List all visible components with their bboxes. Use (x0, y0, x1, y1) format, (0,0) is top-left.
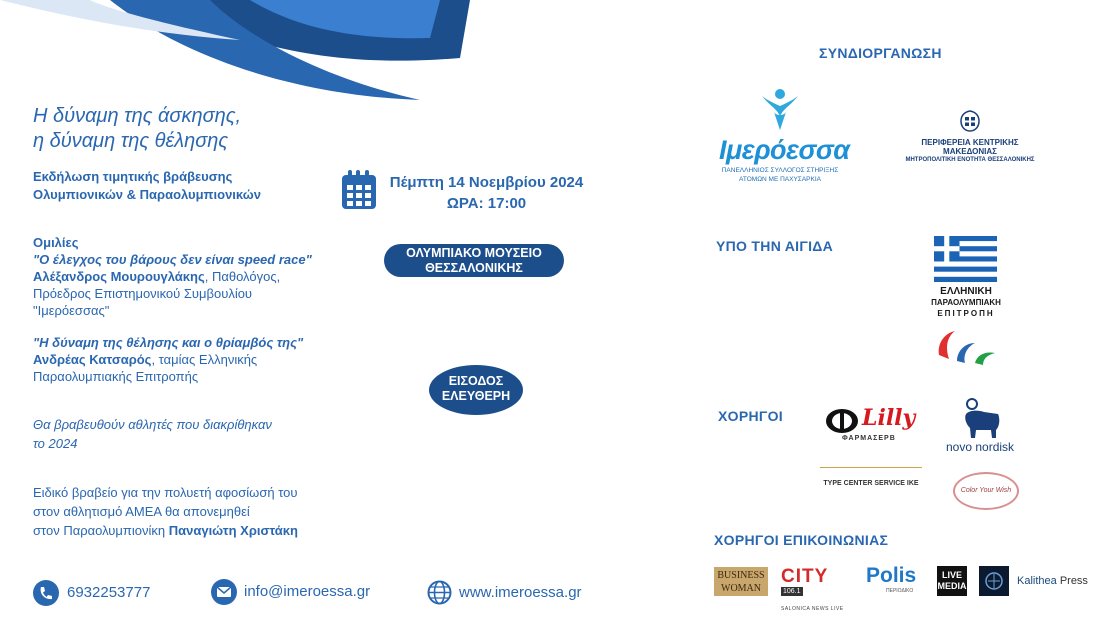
region-logo-text: ΠΕΡΙΦΕΡΕΙΑ ΚΕΝΤΡΙΚΗΣ ΜΑΚΕΔΟΝΙΑΣ ΜΗΤΡΟΠΟΛΙΤΙΚΗ ΕΝΟΤΗΤΑ ΘΕΣΣΑΛΟΝΙΚΗΣ (905, 138, 1035, 163)
globe-icon (427, 580, 452, 605)
free-entry-badge: ΕΙΣΟΔΟΣ ΕΛΕΥΘΕΡΗ (429, 365, 523, 415)
talk2-role: Παραολυμπιακής Επιτροπής (33, 369, 199, 384)
imeroessa-name: Ιμερόεσσα (719, 135, 850, 165)
live-media-logo: LIVE MEDIA (937, 566, 967, 596)
kalithea-press-wordmark: Kalithea Press (1017, 575, 1088, 587)
phone-number[interactable]: 6932253777 (67, 584, 151, 601)
pharmaserv-logo-icon (825, 408, 859, 434)
business-woman-logo: BUSINESS WOMAN (714, 567, 768, 596)
header-wave-decoration (0, 0, 470, 110)
paralympic-agitos-icon (935, 325, 997, 367)
polis-logo: Polis ΠΕΡΙΟΔΙΚΟ (866, 564, 917, 594)
media-sponsors-heading: ΧΟΡΗΓΟΙ ΕΠΙΚΟΙΝΩΝΙΑΣ (714, 532, 889, 548)
auspices-heading: ΥΠΟ ΤΗΝ ΑΙΓΙΔΑ (716, 238, 834, 254)
imeroessa-subtitle: ΠΑΝΕΛΛΗΝΙΟΣ ΣΥΛΛΟΓΟΣ ΣΤΗΡΙΞΗΣ ΑΤΟΜΩΝ ΜΕ ΠΑΧΥΣΑΡΚΙΑ (721, 167, 839, 183)
talks-section (33, 234, 312, 385)
talk1-role: Πρόεδρος Επιστημονικού Συμβουλίου (33, 286, 253, 301)
coorganizers-heading: ΣΥΝΔΙΟΡΓΑΝΩΣΗ (819, 45, 942, 61)
page-title: Η δύναμη της άσκησης, η δύναμη της θέλησης (33, 105, 242, 152)
talk1-org: "Ιμερόεσσας" (33, 303, 110, 318)
sponsors-heading: ΧΟΡΗΓΟΙ (718, 408, 783, 424)
calendar-icon (341, 170, 377, 210)
venue-badge: ΟΛΥΜΠΙΑΚΟ ΜΟΥΣΕΙΟ ΘΕΣΣΑΛΟΝΙΚΗΣ (384, 244, 564, 277)
novo-nordisk-bull-icon (960, 396, 1004, 440)
website-link[interactable]: www.imeroessa.gr (459, 584, 582, 601)
kalithea-press-logo-icon (979, 566, 1009, 596)
greek-flag-icon (934, 236, 997, 282)
talks-heading: Ομιλίες (33, 235, 79, 250)
email-icon (211, 579, 237, 605)
type-center-logo: TYPE CENTER SERVICE IKE (820, 467, 922, 498)
city-logo: CITY $^{106.1}$ SALONICA NEWS LIVE (781, 566, 844, 612)
awards-note: Θα βραβευθούν αθλητές που διακρίθηκαν το 2024 (33, 417, 272, 451)
pharmaserv-wordmark: ΦΑΡΜΑΣΕΡΒ (842, 435, 896, 442)
email-link[interactable]: info@imeroessa.gr (244, 583, 371, 600)
special-award: Ειδικό βραβείο για την πολυετή αφοσίωσή του στον αθλητισμό ΑΜΕΑ θα απονεμηθεί στον Παραολυμπιονίκη Παναγιώτη Χριστάκη (33, 485, 298, 538)
talk1-speaker-line: Αλέξανδρος Μουρουγλάκης, Παθολόγος, (33, 269, 281, 284)
talk2-title: "Η δύναμη της θέλησης και ο θρίαμβός της" (33, 335, 304, 350)
lilly-wordmark: Lilly (862, 405, 916, 431)
phone-icon (33, 580, 59, 606)
talk1-title: "Ο έλεγχος του βάρους δεν είναι speed race" (33, 252, 312, 267)
event-description: Εκδήλωση τιμητικής βράβευσης Ολυμπιονικών & Παραολυμπιονικών (33, 169, 261, 202)
imeroessa-logo-icon (760, 86, 800, 132)
color-your-wish-logo: Color Your Wish (953, 472, 1019, 510)
novo-nordisk-wordmark: novo nordisk (946, 440, 1015, 454)
hpc-logo-text: ΕΛΛΗΝΙΚΗ ΠΑΡΑΟΛΥΜΠΙΑΚΗ ΕΠΙΤΡΟΠΗ (931, 286, 1001, 318)
talk2-speaker-line: Ανδρέας Κατσαρός, ταμίας Ελληνικής (33, 352, 258, 367)
event-date: Πέμπτη 14 Νοεμβρίου 2024 ΩΡΑ: 17:00 (389, 174, 584, 212)
greek-emblem-icon (959, 110, 981, 132)
